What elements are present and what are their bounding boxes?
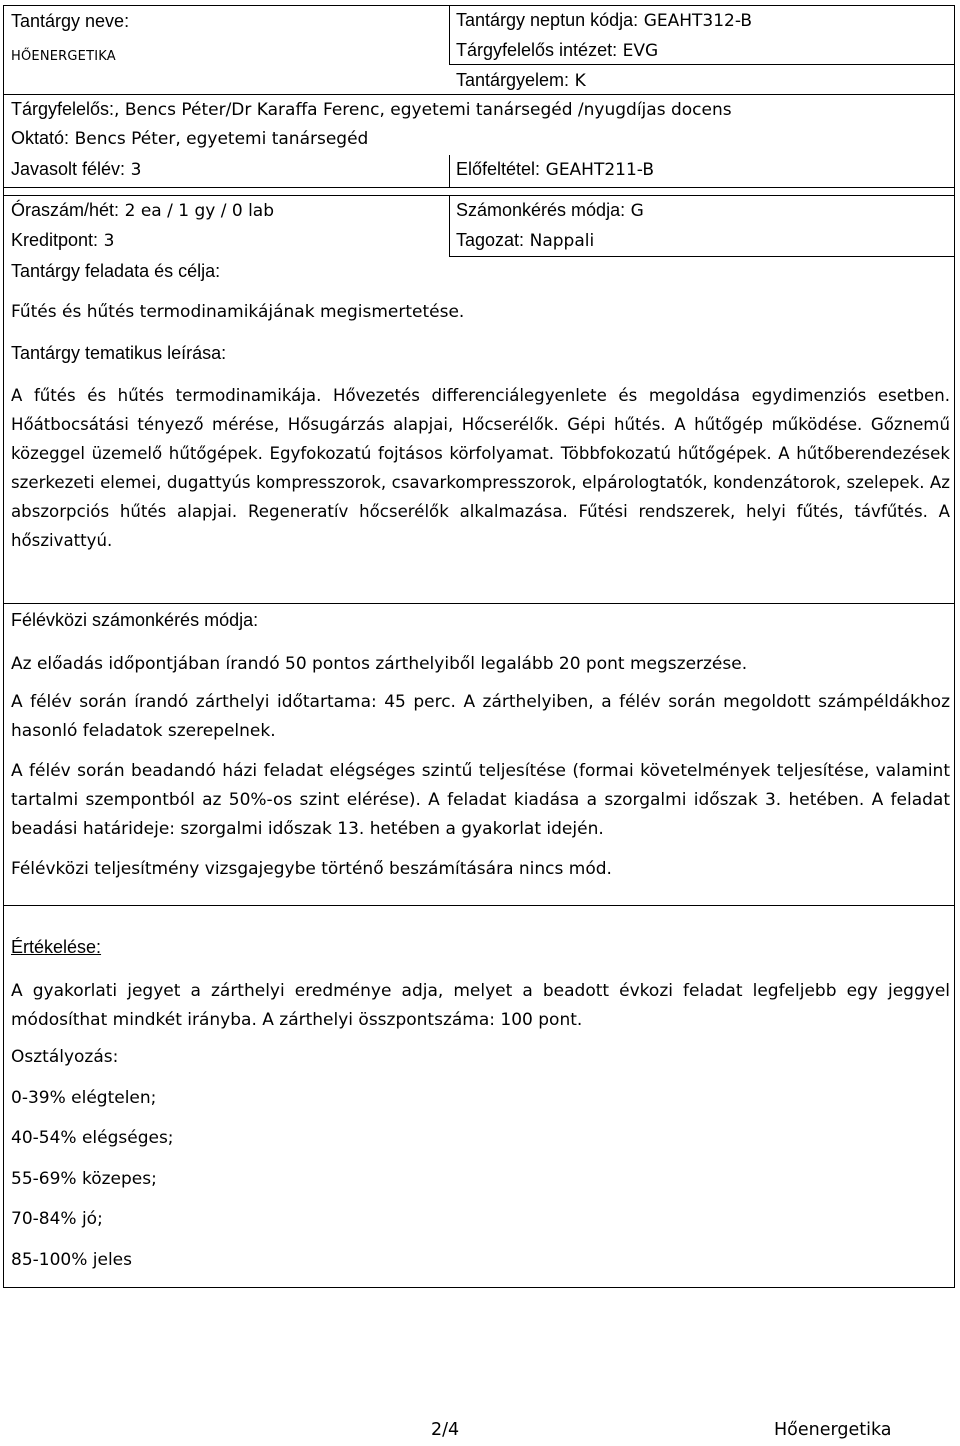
grade-item: 55-69% közepes; xyxy=(11,1169,157,1189)
course-type-label: Tagozat: xyxy=(456,230,525,250)
topics-bottom-line xyxy=(3,603,955,604)
course-type-bottom-line xyxy=(449,256,955,257)
neptun-value: GEAHT312-B xyxy=(643,11,753,31)
course-type-value: Nappali xyxy=(529,231,595,251)
course-type-row xyxy=(456,230,594,251)
topics-label: Tantárgy tematikus leírása: xyxy=(11,343,227,363)
credits-label: Kreditpont: xyxy=(11,230,99,250)
hours-row xyxy=(11,200,274,221)
instructor-label: Oktató: xyxy=(11,128,70,148)
neptun-row xyxy=(456,10,752,31)
instructor-row xyxy=(11,128,368,149)
subject-name-label: Tantárgy neve: xyxy=(11,11,130,31)
credits-value: 3 xyxy=(103,231,115,251)
element-row xyxy=(456,70,586,91)
header-divider-horizontal xyxy=(449,64,955,65)
institute-value: EVG xyxy=(622,41,659,61)
midterm-paragraph-4: Félévközi teljesítmény vizsgajegybe történő beszámítására nincs mód. xyxy=(11,859,612,879)
midterm-label: Félévközi számonkérés módja: xyxy=(11,610,259,630)
responsible-value: , Bencs Péter/Dr Karaffa Ferenc, egyetemi tanársegéd /nyugdíjas docens xyxy=(114,100,732,120)
semester-row-bottom-line xyxy=(3,187,955,188)
page-number: 2/4 xyxy=(431,1420,460,1440)
element-label: Tantárgyelem: xyxy=(456,70,570,90)
grade-item: 0-39% elégtelen; xyxy=(11,1088,157,1108)
exam-type-label: Számonkérés módja: xyxy=(456,200,626,220)
exam-type-row xyxy=(456,200,644,221)
hours-label: Óraszám/hét: xyxy=(11,200,120,220)
instructor-value: Bencs Péter, egyetemi tanársegéd xyxy=(74,129,369,149)
element-value: K xyxy=(574,71,586,91)
evaluation-label: Értékelése: xyxy=(11,937,102,957)
responsible-row xyxy=(11,99,732,120)
neptun-label: Tantárgy neptun kódja: xyxy=(456,10,639,30)
credits-row xyxy=(11,230,114,251)
midterm-paragraph-3: A félév során beadandó házi feladat elégséges szintű teljesítése (formai követelmények teljesítése, valamint tartalmi szempontból az 50%-os szint elérése). A feladat kiadása a szorgalmi időszak 3. hetében. A feladat beadási határideje: szorgalmi időszak 13. hetében a gyakorlat idején. xyxy=(11,761,950,839)
semester-label: Javasolt félév: xyxy=(11,159,126,179)
semester-row xyxy=(11,159,141,180)
subject-name-value: hőenergetika xyxy=(11,44,116,65)
semester-value: 3 xyxy=(130,160,142,180)
grade-item: 40-54% elégséges; xyxy=(11,1128,174,1148)
prerequisite-value: GEAHT211-B xyxy=(545,160,654,180)
institute-row xyxy=(456,40,658,61)
goal-text: Fűtés és hűtés termodinamikájának megismertetése. xyxy=(11,302,465,322)
grade-item: 85-100% jeles xyxy=(11,1250,132,1270)
prerequisite-row xyxy=(456,159,654,180)
hours-value: 2 ea / 1 gy / 0 lab xyxy=(124,201,275,221)
header-bottom-line xyxy=(3,94,955,95)
midterm-paragraph-2: A félév során írandó zárthelyi időtartama: 45 perc. A zárthelyiben, a félév során megoldott számpéldákhoz hasonló feladatok szerepelnek. xyxy=(11,692,950,741)
responsible-label: Tárgyfelelős: xyxy=(11,99,115,119)
midterm-bottom-line xyxy=(3,905,955,906)
semester-row-divider xyxy=(449,155,450,187)
grading-label: Osztályozás: xyxy=(11,1047,119,1067)
exam-type-value: G xyxy=(630,201,644,221)
topics-text: A fűtés és hűtés termodinamikája. Hővezetés differenciálegyenlete és megoldása egydimenziós esetben. Hőátbocsátási tényező mérése, Hősugárzás alapjai, Hőcserélők. Gépi hűtés. A hűtőgép működése. Gőznemű közeggel üzemelő hűtőgépek. Egyfokozatú fojtásos körfolyamat. Többfokozatú hűtőgépek. A hűtőberendezések szerkezeti elemei, dugattyús kompresszorok, csavarkompresszorok, elpárologtatók, kondenzátorok, szelepek. Az abszorpciós hűtés alapjai. Regeneratív hőcserélők alkalmazása. Fűtési rendszerek, helyi fűtés, távfűtés. A hőszivattyú. xyxy=(11,386,950,550)
hours-row-divider xyxy=(449,195,450,257)
institute-label: Tárgyfelelős intézet: xyxy=(456,40,618,60)
header-divider-vertical xyxy=(449,5,450,65)
hours-row-top-line xyxy=(3,195,955,196)
prerequisite-label: Előfeltétel: xyxy=(456,159,541,179)
midterm-paragraph-1: Az előadás időpontjában írandó 50 pontos zárthelyiből legalább 20 pont megszerzése. xyxy=(11,654,748,674)
grade-item: 70-84% jó; xyxy=(11,1209,103,1229)
footer-title: Hőenergetika xyxy=(774,1420,892,1440)
goal-label: Tantárgy feladata és célja: xyxy=(11,261,221,281)
evaluation-text: A gyakorlati jegyet a zárthelyi eredménye adja, melyet a beadott évkozi feladat legfeljebb egy jeggyel módosíthat mindkét irányba. A zárthelyi összpontszáma: 100 pont. xyxy=(11,981,950,1030)
